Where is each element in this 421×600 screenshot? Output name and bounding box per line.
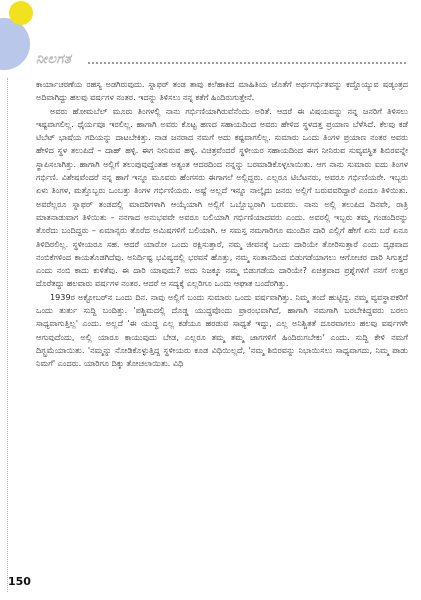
page-number: 150 xyxy=(8,575,31,588)
paragraph: ಅವರು ಹೋಮಬೆಲ್ ಮೂರು ತಿಂಗಳಲ್ಲಿ ನಾನು ಗರ್ಭಿಣಿಯಾಗಿರುವೆನೆಂದು ಅರಿತೆ. ಆದರೆ ಈ ವಿಷಯವನ್ನು ನನ್ನ ಜನರಿಗೆ ತಿಳಿಸಲು ಇಷ್ಟವಾಗಲಿಲ್ಲ. ಧೈರ್ಯವೂ ಇರಲಿಲ್ಲ. ಹಾಗಾಗಿ ಅವರು ಕೊಟ್ಟ ಹಣದ ಸಹಾಯದಿಂದ ಅವರು ಹೇಳಿದ ಸ್ಥಳದತ್ತ ಪ್ರಯಾಣ ಬೆಳೆಸಿದೆ. ಕೆಲವು ಕಡೆ ಟಿಬೆಟ್ ಭಾಷೆಯ ಗದಿಯನ್ನು ದಾಟಬೇಕಿತ್ತು. ನಾಡ ಜನರಾದ ನಮಗೆ ಅದು ಕಷ್ಟವಾಗಲಿಲ್ಲ. ಸುಮಾರು ಒಂದು ತಿಂಗಳ ಪ್ರಯಾಣ ನಂತರ ಅವರು ಹೇಳಿದ ಸ್ಥಳ ತಲುಪಿದೆ – ದಾಹ್ ಹಳ್ಳಿ. ಈಗ ನೀನಿರುವ ಹಳ್ಳಿ. ವಿಚಿತ್ರವೆಂದರೆ ಸ್ಥಳೀಯರ ಸಹಾಯದಿಂದ ಈಗ ನೀನಿರುವ ಸುವ್ಯವಸ್ಥಿತ ಶಿಬಿರವನ್ನೇ ಸ್ಥಾಪಿಸಲಾಗಿತ್ತು. ಹಾಗಾಗಿ ಅಲ್ಲಿಗೆ ತಲುಪುವುದ್ದೆಂತಹ ಅತ್ಯಂತ ಆದರದಿಂದ ನನ್ನನ್ನು ಬರಮಾಡಿಕೊಳ್ಳಲಾಯಿತು. ಆಗ ನಾನು ಸುಮಾರು ಐದು ತಿಂಗಳ ಗರ್ಭಿಣಿ. ವಿಶೇಷವೆಂದರೆ ನನ್ನ ಹಾಗೆ ಇನ್ನೂ ಮೂವರು ಹೆಂಗಸರು ಈಗಾಗಲೆ ಅಲ್ಲಿದ್ದರು. ಎಲ್ಲರೂ ಟಿಬೆಟನರು, ಅವರೂ ಗರ್ಭಿಣಿಯರೇ. ಇಬ್ಬರು ಏಳು ತಿಂಗಳ, ಮತ್ತೊಬ್ಬರು ಒಂಬತ್ತು ತಿಂಗಳ ಗರ್ಭಿಣಿಯರು. ಅಷ್ಟೆ ಅಲ್ಲದೆ ಇನ್ನೂ ನಾಲ್ಕೈದು ಜನರು ಅಲ್ಲಿಗೆ ಬರುವವರಿದ್ದಾರೆ ಎಂದೂ ತಿಳಿಯಿತು. ಅವರೆಲ್ಲರೂ ಸ್ನಾಫರ್ ತಂಡದಲ್ಲಿ ಮಾದರಿಗಳಾಗಿ ಆಯ್ಕೆಯಾಗಿ ಅಲ್ಲಿಗೆ ಒಬ್ಬೊಬ್ಬರಾಗಿ ಬರುವರು. ನಾನು ಅಲ್ಲಿ ತಲುಪಿದ ದಿನವೇ, ರಾತ್ರಿ ಮಾತನಾಡುವಾಗ ತಿಳಿಯಿತು – ನನಗಾದ ಅನುಭವವೇ ಅವರೂ ಬಲಿಯಾಗಿ ಗರ್ಭಿಣಿಯಾದವರು ಎಂದು. ಅವರಲ್ಲಿ ಇಬ್ಬರು ತಮ್ಮ ಗಂಡಂದಿರನ್ನು ತೊರೆದು ಬಂದಿದ್ದರು – ಏಮಾನ್ಸರು ತೊರೆದ ಅಮಿಷಗಳಿಗೆ ಬಲಿಯಾಗಿ. ಆ ಸಮಸ್ತ ನಮಗಾರಿಗೂ ಮುಂದಿನ ದಾರಿ ಎಲ್ಲಿಗೆ ಹೇಗೆ ಏನು ಬರೆ ಏನೂ ತಿಳಿದಿರಲಿಲ್ಲ. ಸ್ಥಳೀಯರೂ ಸಹ. ಆದರೆ ಯಾರೋ ಒಂದು ರಕ್ಷಿಸುತ್ತಾರೆ, ನಮ್ಮ ಜೀವನಕ್ಕೆ ಒಂದು ದಾರಿಯೇ ತೋರಿಸುತ್ತಾರೆ ಎಂದು ದೃಢವಾದ ನಂಬಿಕೆಗಳಿಂದ ಕಾಯತೊಡಗಿದೆವು. ಅನಿರ್ದಿಷ್ಟ ಭವಿಷ್ಯದಲ್ಲಿ ಭರವಸೆ ಹೊತ್ತು, ನಮ್ಮ ಸಂತಾನದಿಂದ ಬಿಡುಗಡೆಯಾಗಲು ಆಗೋಚರ ದಾರಿ ಸಿಗುತ್ತದೆ ಎಂದು ನಂಬಿ ಕಾದು ಕುಳಿತೆವು. ಈ ದಾರಿ ಯಾವುದು? ಅದು ನಿಜಕ್ಕೂ ನಮ್ಮ ಬಿಡುಗಡೆಯ ದಾರಿಯೇ? ಏಚಿತ್ರವಾದ ಪ್ರಶ್ನೆಗಳಿಗೆ ನನಗೆ ಉತ್ತರ ದೊರೆತದ್ದು ಹಲವಾರು ವರ್ಷಗಳ ನಂತರ. ಆದರೆ ಆ ಸದ್ಯಕ್ಕೆ ಎಲ್ಲರಿಗೂ ಒಂದು ಆಘಾತ ಬಂದೆರಗಿತ್ತು. xyxy=(36,105,408,289)
margin-dotted-rule xyxy=(7,78,8,592)
decorative-yellow-circle xyxy=(9,1,33,25)
running-header: ನೀಲಗತ xyxy=(36,52,72,67)
decorative-blue-circle xyxy=(0,18,30,70)
header-dotted-rule xyxy=(88,62,406,64)
paragraph: ಕಾರ್ಯಾಚರಣೆಯ ರಹಸ್ಯ ಅಡಗಿರುವುದು. ಸ್ನಾಫರ್ ತಂಡ ತಾವು ಕಲೆಹಾಕಿದ ಮಾಹಿತಿಯ ಜೊತೆಗೆ ಅರ್ಥಗರ್ಭಿತವನ್ನು ಕದ್ದೊಯ್ಯುವ ಷಡ್ಯಂತ್ರದ ಅದಿವಾಗಿದ್ದು ಹಲವು ವರ್ಷಗಳ ನಂತರ. ಇದನ್ನು ತಿಳಿಸಲು ನನ್ನ ಕತೆಗೆ ಹಿಂದಿರುಗುತ್ತೇನೆ. xyxy=(36,79,408,103)
body-text xyxy=(36,78,408,590)
paragraph: 1939ರ ಅಕ್ಟೋಬರ್‌ನ ಒಂದು ದಿನ. ನಾವು ಅಲ್ಲಿಗೆ ಬಂದು ಸುಮಾರು ಒಂದು ವರ್ಷವಾಗಿತ್ತು. ನಿಮ್ಮ ತಂದೆ ಹುಟ್ಟಿದ್ದ. ನಮ್ಮ ವ್ಯವಸ್ಥಾಪಕರಿಗೆ ಒಂದು ತುರ್ತು ಸುದ್ದಿ ಬಂದಿತ್ತು. 'ಪಶ್ಚಿಮದಲ್ಲಿ ದೊಡ್ಡ ಯುದ್ಧವೊಂದು ಪ್ರಾರಂಭವಾಗಿದೆ, ಹಾಗಾಗಿ ನಮಗಾಗಿ ಬರಬೇಕಿದ್ದವರು ಬರಲು ಸಾಧ್ಯವಾಗುತ್ತಿಲ್ಲ' ಎಂದು. ಅಲ್ಲದೆ 'ಈ ಯುದ್ಧ ಎಲ್ಲ ಕಡೆಯೂ ಹರಡುವ ಸಾಧ್ಯತೆ ಇದ್ದು, ಎಲ್ಲ ಅನಿಶ್ಚಿತತೆ ದೂರವಾಗಲು ಹಲವು ವರ್ಷಗಳೇ ಆಗುವುದೆಂದು, ಅಲ್ಲಿ ಯಾರೂ ಕಾಯುವುದು ಬೇಡ, ಎಲ್ಲರೂ ತಮ್ಮ ತಮ್ಮ ಜಾಗಗಳಿಗೆ ಹಿಂದಿರುಗಬೇಕು' ಎಂದು. ಸುದ್ದಿ ಕೇಳಿ ನಮಗೆ ದಿಗ್ಬ್ರಮೆಯಾಯಿತು. 'ನಮ್ಮನ್ನು ನೋಡಿಕೊಳ್ಳುತ್ತಿದ್ದ ಸ್ಥಳೀಯರು ಕೂಡ ವಿಧಿಯಿಲ್ಲದೆ, 'ನಮ್ಮ ಶಿಬಿರವನ್ನು ನಿಭಾಯಿಸಲು ಸಾಧ್ಯವಾಗದು, ನಿಮ್ಮ ಪಾಡು ನಿಮಗೆ' ಎಂದರು. ಯಾರಿಗೂ ದಿಕ್ಕು ತೋಚಲಾಯಿತು. ವಿಧಿ xyxy=(36,291,408,369)
